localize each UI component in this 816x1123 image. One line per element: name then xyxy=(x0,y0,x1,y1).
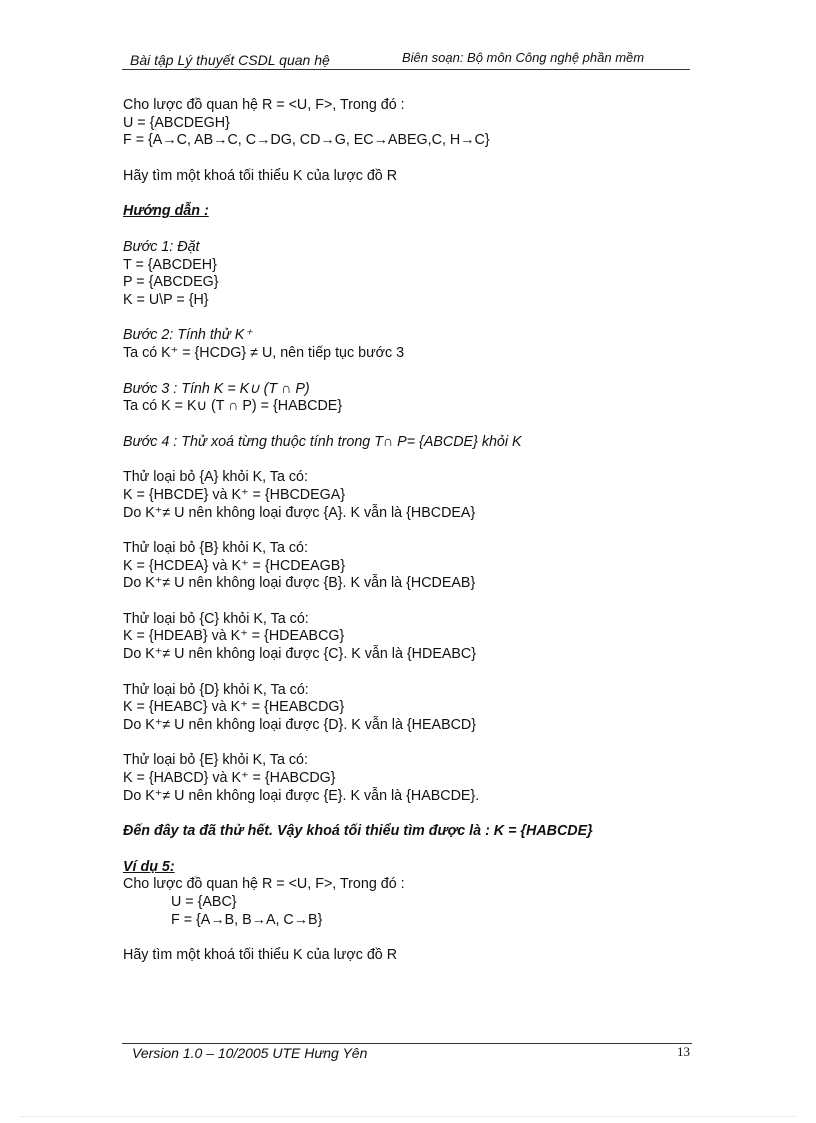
footer-version: Version 1.0 – 10/2005 UTE Hưng Yên xyxy=(132,1045,368,1061)
text-line: K = {HEABC} và K⁺ = {HEABCDG} xyxy=(123,699,345,716)
text-line: Cho lược đồ quan hệ R = <U, F>, Trong đó : xyxy=(123,97,405,113)
step-heading: Bước 2: Tính thử K⁺ xyxy=(123,327,252,344)
text-line: Do K⁺≠ U nên không loại được {A}. K vẫn là {HBCDEA} xyxy=(123,504,476,521)
text-line: U = {ABC} xyxy=(171,894,237,910)
text-line: Thử loại bỏ {C} khỏi K, Ta có: xyxy=(123,610,309,627)
text-line: U = {ABCDEGH} xyxy=(123,114,230,131)
text-line: K = {HBCDE} và K⁺ = {HBCDEGA} xyxy=(123,486,346,503)
text-line: Do K⁺≠ U nên không loại được {D}. K vẫn là {HEABCD} xyxy=(123,716,477,733)
footer-divider xyxy=(122,1043,692,1044)
text-line: K = {HABCD} và K⁺ = {HABCDG} xyxy=(123,770,336,787)
text-line: K = {HDEAB} và K⁺ = {HDEABCG} xyxy=(123,628,345,645)
conclusion-line: Đến đây ta đã thử hết. Vậy khoá tối thiểu tìm được là : K = {HABCDE} xyxy=(123,823,593,840)
step-heading: Bước 1: Đặt xyxy=(123,238,200,255)
step-heading: Bước 4 : Thử xoá từng thuộc tính trong T∩ P= {ABCDE} khỏi K xyxy=(123,433,522,450)
text-line: F = {A→C, AB→C, C→DG, CD→G, EC→ABEG,C, H→C} xyxy=(123,132,490,149)
text-line: Do K⁺≠ U nên không loại được {E}. K vẫn là {HABCDE}. xyxy=(123,787,480,804)
text-line: Ta có K = K∪ (T ∩ P) = {HABCDE} xyxy=(123,398,343,415)
text-line: K = {HCDEA} và K⁺ = {HCDEAGB} xyxy=(123,557,346,574)
example-heading: Ví dụ 5: xyxy=(123,858,175,875)
text-line: Thử loại bỏ {D} khỏi K, Ta có: xyxy=(123,681,309,698)
text-line: Hãy tìm một khoá tối thiểu K của lược đồ R xyxy=(123,947,398,964)
page-header xyxy=(122,47,690,70)
text-line: Do K⁺≠ U nên không loại được {B}. K vẫn là {HCDEAB} xyxy=(123,575,476,592)
text-line: Hãy tìm một khoá tối thiểu K của lược đồ R xyxy=(123,167,398,184)
header-author: Biên soạn: Bộ môn Công nghệ phần mềm xyxy=(402,50,645,65)
text-line: K = U\P = {H} xyxy=(123,291,209,308)
header-title: Bài tập Lý thuyết CSDL quan hệ xyxy=(130,52,330,68)
text-line: Thử loại bỏ {A} khỏi K, Ta có: xyxy=(123,469,308,486)
text-line: Thử loại bỏ {B} khỏi K, Ta có: xyxy=(123,540,308,557)
text-line: Ta có K⁺ = {HCDG} ≠ U, nên tiếp tục bước 3 xyxy=(123,344,405,361)
page-number: 13 xyxy=(677,1044,690,1059)
text-line: P = {ABCDEG} xyxy=(123,274,219,291)
step-heading: Bước 3 : Tính K = K∪ (T ∩ P) xyxy=(123,380,310,397)
section-heading: Hướng dẫn : xyxy=(123,203,209,220)
text-line: F = {A→B, B→A, C→B} xyxy=(171,911,323,928)
text-line: Cho lược đồ quan hệ R = <U, F>, Trong đó : xyxy=(123,876,405,893)
page-edge-divider xyxy=(20,1116,796,1117)
text-line: Thử loại bỏ {E} khỏi K, Ta có: xyxy=(123,752,308,769)
page-content xyxy=(123,97,703,965)
text-line: Do K⁺≠ U nên không loại được {C}. K vẫn là {HDEABC} xyxy=(123,646,477,663)
text-line: T = {ABCDEH} xyxy=(123,256,217,273)
